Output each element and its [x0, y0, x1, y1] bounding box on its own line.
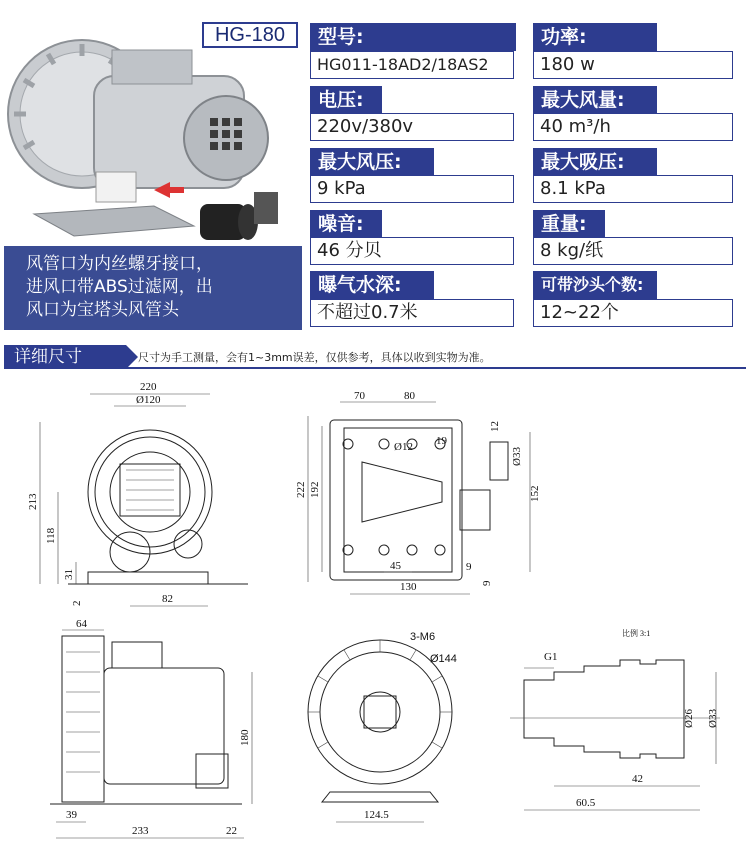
feature-note	[4, 246, 302, 330]
spec-label-voltage: 电压:	[310, 86, 382, 114]
dim-side-12: 12	[489, 421, 501, 432]
dim-side2-22: 22	[226, 825, 237, 837]
spec-value-noise: 46 分贝	[310, 237, 514, 265]
dim-bottom-124: 124.5	[364, 809, 389, 821]
dim-front-118: 118	[45, 527, 57, 544]
note-line-1: 风管口为内丝螺牙接口，	[26, 254, 213, 274]
dim-bottom-d144: Ø144	[430, 653, 457, 665]
spec-value-weight: 8 kg/纸	[533, 237, 733, 265]
dim-side2-39: 39	[66, 809, 77, 821]
spec-label-aeration-depth: 曝气水深:	[310, 271, 434, 299]
dim-side2-180: 180	[239, 729, 251, 746]
dim-bottom-holes: 3-M6	[410, 631, 436, 643]
dim-nozzle-d33: Ø33	[707, 709, 719, 728]
dim-side-222: 222	[295, 481, 307, 498]
spec-label-max-pressure: 最大风压:	[310, 148, 434, 176]
note-line-3: 风口为宝塔头风管头	[26, 300, 179, 320]
dim-side-19: 19	[436, 435, 447, 447]
dim-nozzle-60: 60.5	[576, 797, 596, 809]
spec-label-model: 型号:	[310, 23, 516, 51]
dim-side-d33: Ø33	[511, 447, 523, 466]
dim-front-82: 82	[162, 593, 173, 605]
dim-side-9a: 9	[466, 561, 472, 573]
dim-side-70: 70	[354, 390, 365, 402]
dim-side-9b: 9	[481, 580, 493, 586]
front-view-drawing	[27, 381, 248, 606]
dim-nozzle-42: 42	[632, 773, 643, 785]
section-title: 详细尺寸	[4, 345, 126, 369]
spec-label-noise: 噪音:	[310, 210, 382, 238]
dim-side-130: 130	[400, 581, 417, 593]
dim-side-d12: Ø12	[394, 441, 413, 453]
dim-side2-64: 64	[76, 618, 87, 630]
spec-label-sand-heads: 可带沙头个数:	[533, 271, 657, 299]
model-badge: HG-180	[202, 22, 298, 48]
spec-label-max-suction: 最大吸压:	[533, 148, 657, 176]
dim-side-152: 152	[529, 485, 541, 502]
dim-side2-233: 233	[132, 825, 149, 837]
dim-front-213: 213	[27, 493, 39, 510]
spec-value-voltage: 220v/380v	[310, 113, 514, 141]
dim-front-d120: Ø120	[136, 394, 161, 406]
bottom-view-drawing	[308, 631, 457, 822]
dimension-section-header	[4, 345, 746, 369]
nozzle-detail-drawing	[510, 628, 720, 810]
dim-front-220: 220	[140, 381, 157, 393]
note-line-2: 进风口带ABS过滤网，出	[26, 277, 213, 297]
spec-label-power: 功率:	[533, 23, 657, 51]
dim-side-80: 80	[404, 390, 415, 402]
dim-nozzle-g1: G1	[544, 651, 558, 663]
dimension-drawings	[0, 372, 750, 850]
dim-front-31: 31	[63, 569, 75, 580]
spec-value-max-suction: 8.1 kPa	[533, 175, 733, 203]
dim-front-2: 2	[71, 600, 83, 606]
spec-value-max-flow: 40 m³/h	[533, 113, 733, 141]
spec-value-max-pressure: 9 kPa	[310, 175, 514, 203]
dim-nozzle-d26: Ø26	[683, 709, 695, 728]
dim-side-192: 192	[309, 481, 321, 498]
spec-value-model: HG011-18AD2/18AS2	[310, 51, 514, 79]
spec-value-power: 180 w	[533, 51, 733, 79]
dim-nozzle-scale: 比例 3:1	[622, 629, 651, 638]
spec-label-weight: 重量:	[533, 210, 605, 238]
spec-value-sand-heads: 12~22个	[533, 299, 733, 327]
product-photo	[4, 14, 300, 242]
side-view-2-drawing	[50, 618, 252, 838]
dim-side-45: 45	[390, 560, 401, 572]
spec-value-aeration-depth: 不超过0.7米	[310, 299, 514, 327]
side-view-drawing	[295, 390, 541, 594]
spec-label-max-flow: 最大风量:	[533, 86, 657, 114]
section-note: 尺寸为手工测量，会有1~3mm误差，仅供参考，具体以收到实物为准。	[138, 351, 491, 364]
